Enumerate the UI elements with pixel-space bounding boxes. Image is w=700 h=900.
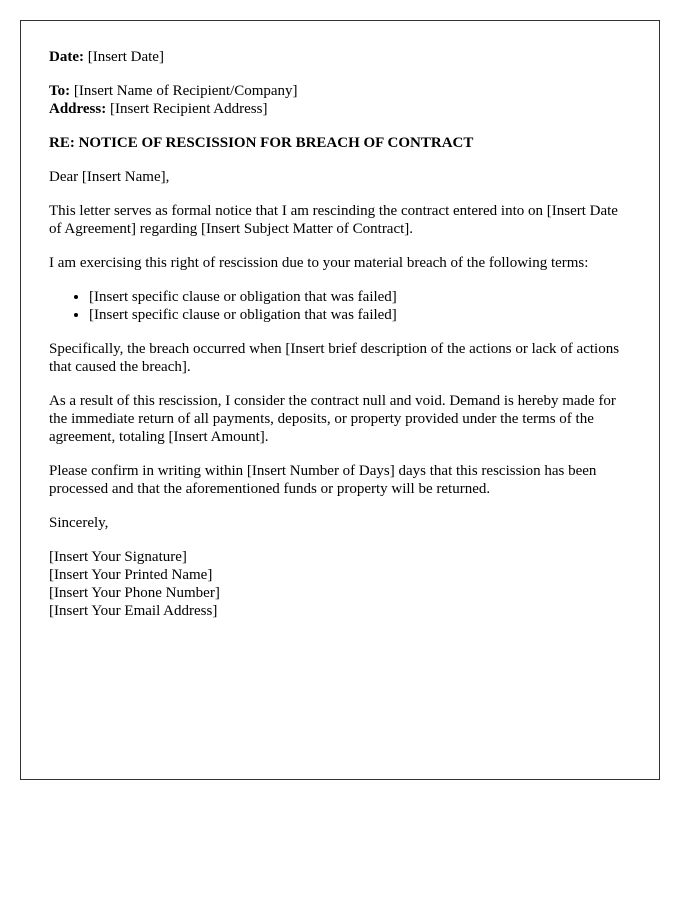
signature-line: [Insert Your Signature]: [49, 549, 187, 565]
date-label: Date:: [49, 49, 84, 65]
subject-line: RE: NOTICE OF RESCISSION FOR BREACH OF CONTRACT: [49, 135, 474, 151]
printed-name-line: [Insert Your Printed Name]: [49, 567, 213, 583]
paragraph-rescission-right: I am exercising this right of rescission due to your material breach of the following terms:: [49, 255, 589, 271]
paragraph-confirmation: Please confirm in writing within [Insert Number of Days] days that this rescission has been processed and that the aforementioned funds or property will be returned.: [49, 463, 597, 497]
address-line: [49, 100, 631, 118]
paragraph-demand: As a result of this rescission, I consider the contract null and void. Demand is hereby made for the immediate return of all payments, deposits, or property provided under the terms of the agreement, totaling [Insert Amount].: [49, 393, 616, 445]
paragraph-breach-description: Specifically, the breach occurred when [Insert brief description of the actions or lack of actions that caused the breach].: [49, 341, 620, 375]
to-label: To:: [49, 83, 71, 99]
list-item: • [Insert specific clause or obligation that was failed]: [89, 288, 631, 306]
paragraph-notice: This letter serves as formal notice that I am rescinding the contract entered into on [Insert Date of Agreement] regarding [Insert Subject Matter of Contract].: [49, 203, 618, 237]
address-value: [Insert Recipient Address]: [109, 101, 268, 117]
date-value: [Insert Date]: [87, 49, 164, 65]
date-line: [49, 48, 631, 66]
address-label: Address:: [49, 101, 107, 117]
salutation: Dear [Insert Name],: [49, 169, 170, 185]
to-line: [49, 82, 631, 100]
closing: Sincerely,: [49, 515, 109, 531]
email-line: [Insert Your Email Address]: [49, 603, 218, 619]
letter-document: [20, 20, 660, 780]
signature-block: [49, 548, 631, 620]
phone-line: [Insert Your Phone Number]: [49, 585, 220, 601]
breached-terms-list: [49, 288, 631, 324]
list-item: • [Insert specific clause or obligation that was failed]: [89, 306, 631, 324]
to-value: [Insert Name of Recipient/Company]: [73, 83, 298, 99]
